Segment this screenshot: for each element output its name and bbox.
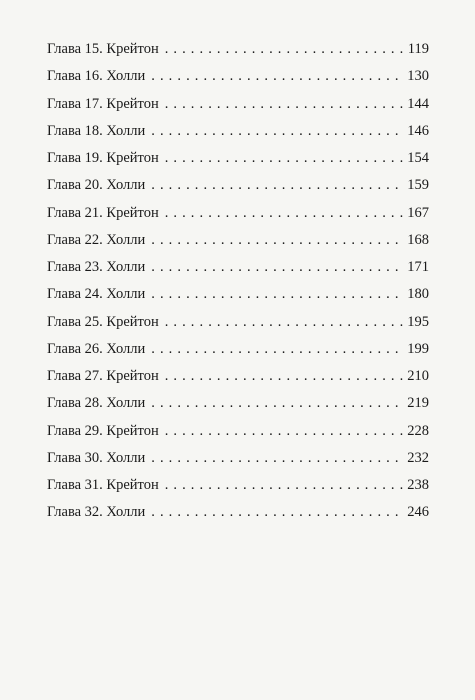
dot-leader	[151, 254, 404, 281]
toc-entry	[47, 118, 429, 145]
page-number: 199	[407, 340, 429, 357]
dot-leader	[165, 200, 405, 227]
page-number: 232	[407, 449, 429, 466]
chapter-title: Глава 17. Крейтон	[47, 95, 159, 112]
table-of-contents	[47, 36, 429, 527]
chapter-title: Глава 25. Крейтон	[47, 313, 159, 330]
toc-entry	[47, 172, 429, 199]
toc-entry	[47, 227, 429, 254]
page-number: 144	[407, 95, 429, 112]
toc-entry	[47, 445, 429, 472]
page-number: 168	[407, 231, 429, 248]
chapter-title: Глава 20. Холли	[47, 177, 146, 194]
dot-leader	[165, 363, 405, 390]
dot-leader	[165, 472, 405, 499]
toc-entry	[47, 390, 429, 417]
toc-entry	[47, 499, 429, 526]
page-number: 180	[407, 286, 429, 303]
dot-leader	[151, 118, 404, 145]
dot-leader	[165, 145, 405, 172]
dot-leader	[165, 309, 405, 336]
dot-leader	[151, 63, 404, 90]
chapter-title: Глава 30. Холли	[47, 449, 146, 466]
chapter-title: Глава 16. Холли	[47, 68, 146, 85]
chapter-title: Глава 31. Крейтон	[47, 477, 159, 493]
page-number: 130	[407, 68, 429, 85]
toc-entry	[47, 363, 429, 390]
toc-entry	[47, 336, 429, 363]
chapter-title: Глава 24. Холли	[47, 286, 146, 303]
toc-entry	[47, 281, 429, 308]
toc-entry	[47, 254, 429, 281]
page-number: 167	[407, 204, 429, 221]
dot-leader	[151, 390, 404, 417]
chapter-title: Глава 28. Холли	[47, 395, 146, 412]
toc-entry	[47, 145, 429, 172]
chapter-title: Глава 23. Холли	[47, 259, 146, 275]
chapter-title: Глава 26. Холли	[47, 340, 146, 357]
dot-leader	[151, 336, 404, 363]
page-number: 238	[407, 477, 429, 493]
chapter-title: Глава 22. Холли	[47, 231, 146, 248]
chapter-title: Глава 27. Крейтон	[47, 368, 159, 384]
page-number: 171	[407, 259, 429, 275]
chapter-title: Глава 15. Крейтон	[47, 41, 159, 57]
chapter-title: Глава 19. Крейтон	[47, 150, 159, 166]
page-number: 119	[407, 41, 429, 57]
page-number: 195	[407, 313, 429, 330]
dot-leader	[151, 499, 404, 526]
page-number: 159	[407, 177, 429, 194]
chapter-title: Глава 29. Крейтон	[47, 422, 159, 439]
dot-leader	[151, 281, 404, 308]
toc-entry	[47, 418, 429, 445]
toc-entry	[47, 63, 429, 90]
chapter-title: Глава 21. Крейтон	[47, 204, 159, 221]
toc-entry	[47, 472, 429, 499]
page-number: 146	[407, 122, 429, 139]
page-number: 246	[407, 504, 429, 521]
dot-leader	[151, 227, 404, 254]
dot-leader	[151, 445, 404, 472]
toc-entry	[47, 36, 429, 63]
chapter-title: Глава 18. Холли	[47, 122, 146, 139]
page-number: 210	[407, 368, 429, 384]
dot-leader	[165, 91, 405, 118]
toc-entry	[47, 200, 429, 227]
page-number: 228	[407, 422, 429, 439]
page-number: 219	[407, 395, 429, 412]
page-number: 154	[407, 150, 429, 166]
toc-entry	[47, 309, 429, 336]
dot-leader	[165, 36, 405, 63]
dot-leader	[165, 418, 405, 445]
toc-entry	[47, 91, 429, 118]
chapter-title: Глава 32. Холли	[47, 504, 146, 521]
dot-leader	[151, 172, 404, 199]
